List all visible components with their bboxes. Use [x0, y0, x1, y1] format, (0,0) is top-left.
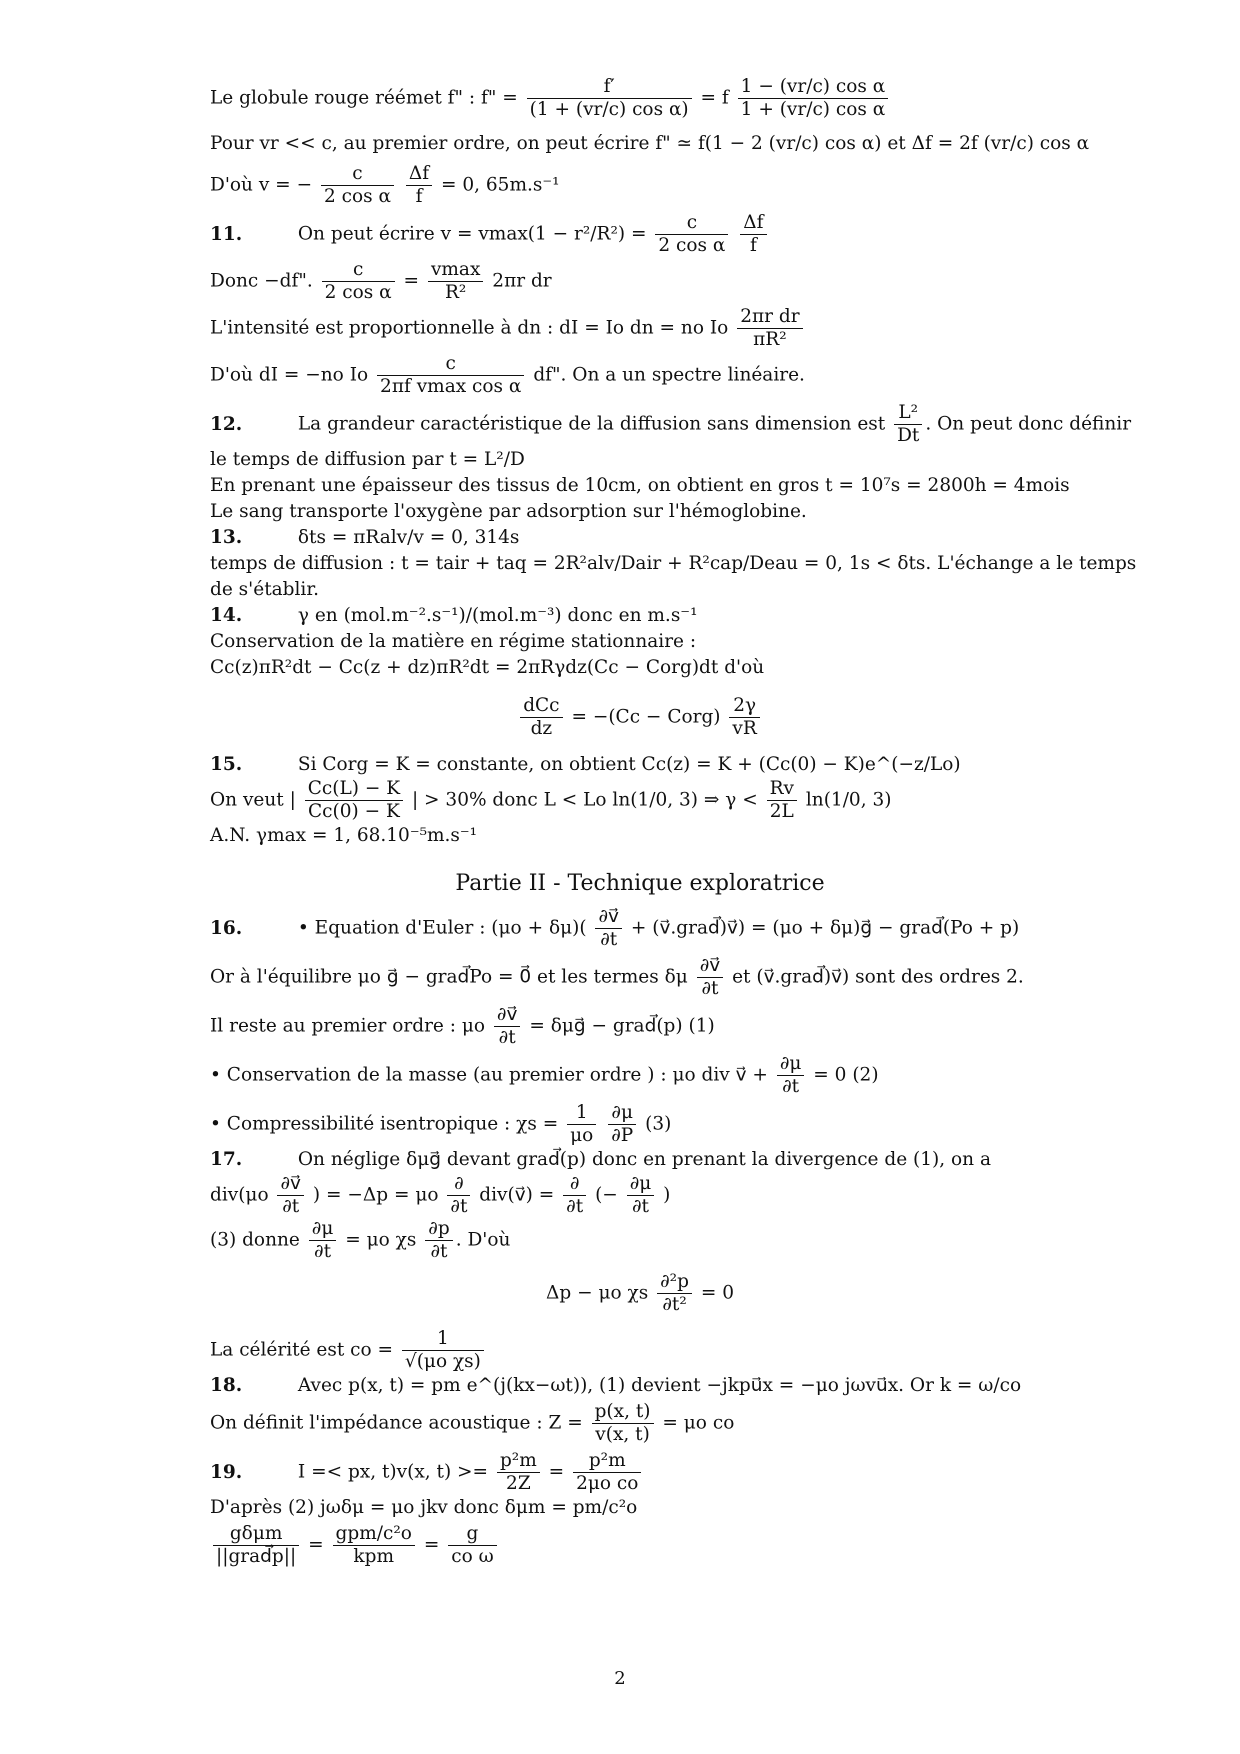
fraction: $\frac{\text{2πr dr}}{\text{πR²}}$ [737, 306, 802, 351]
fraction: $\frac{c}{\text{2 cos α}}$ [655, 212, 728, 257]
fraction: $\frac{f'}{\text{(1 + (vr/c) cos α)}}$ [527, 76, 692, 121]
text-line: de s'établir. [210, 579, 320, 600]
fraction: $\frac{\partial\mu}{\partial t}$ [309, 1218, 337, 1263]
fraction: $\frac{\partial\mu}{\partial t}$ [627, 1173, 655, 1218]
question-13: 13. δts = πRalv/v = 0, 314s [210, 527, 520, 548]
text-line: Cc(z)πR²dt − Cc(z + dz)πR²dt = 2πRγdz(Cc − Corg)dt d'où [210, 657, 765, 678]
fraction: $\frac{Rv}{2L}$ [767, 778, 797, 823]
fraction: $\frac{\Delta f}{f}$ [740, 212, 766, 257]
text-line: En prenant une épaisseur des tissus de 10cm, on obtient en gros t = 10⁷s = 2800h = 4mois [210, 475, 1070, 496]
question-16: 16. • Equation d'Euler : (μo + δμ)( $\frac{\partial v⃗}{\partial t}$ + (v⃗.grad⃗)v⃗) = (μo + δμ)g⃗ − grad⃗(Po + p) [210, 906, 1020, 950]
line-intensite: L'intensité est proportionnelle à dn : dI = Io dn = no Io $\frac{\text{2πr dr}}{\text{πR²}}$ [210, 306, 1070, 351]
fraction: $\frac{g}{\text{co ω}}$ [448, 1523, 496, 1568]
text-line: A.N. γmax = 1, 68.10⁻⁵m.s⁻¹ [210, 825, 478, 846]
question-11: 11. On peut écrire v = vmax(1 − r²/R²) = $\frac{c}{\text{2 cos α}}$ $\frac{\Delta f}{f}$ [210, 212, 1070, 257]
fraction: $\frac{\text{dCc}}{dz}$ [520, 695, 562, 740]
line-globule-reemet: Le globule rouge réémet f" : f" = $\frac{f'}{\text{(1 + (vr/c) cos α)}}$ = f $\frac{\text{1 − (vr/c) cos α}}{\text{1 + (vr/c) cos α}}$ [210, 70, 1070, 127]
document-body [210, 70, 1137, 1568]
fraction: $\frac{\text{p²m}}{2Z}$ [497, 1450, 540, 1495]
line-donc-df: Donc −df". $\frac{c}{\text{2 cos α}}$ = $\frac{vmax}{\text{R²}}$ 2πr dr [210, 259, 552, 303]
fraction: $\frac{\text{L²}}{Dt}$ [894, 402, 922, 447]
fraction: $\frac{vmax}{\text{R²}}$ [428, 259, 483, 304]
line-3-donne: (3) donne $\frac{\partial\mu}{\partial t}$ = μo χs $\frac{\partial p}{\partial t}$ . D'où [210, 1218, 511, 1262]
fraction: $\frac{\text{gpm/c²o}}{\text{kpm}}$ [333, 1523, 415, 1568]
line-vitesse: D'où v = − $\frac{c}{\text{2 cos α}}$ $\frac{\Delta f}{f}$ = 0, 65m.s⁻¹ [210, 163, 560, 207]
fraction: $\frac{\text{p²m}}{\text{2μo co}}$ [573, 1450, 641, 1495]
fraction: $\frac{c}{\text{2 cos α}}$ [321, 163, 394, 208]
fraction: $\frac{\partial\mu}{\partial t}$ [777, 1053, 805, 1098]
fraction: $\frac{\Delta f}{f}$ [406, 163, 432, 208]
fraction: $\frac{\partial v⃗}{\partial t}$ [277, 1173, 304, 1218]
question-15: 15. Si Corg = K = constante, on obtient Cc(z) = K + (Cc(0) − K)e^(−z/Lo) [210, 754, 961, 775]
fraction: $\frac{\text{1 − (vr/c) cos α}}{\text{1 + (vr/c) cos α}}$ [738, 76, 889, 121]
line-compressibilite: • Compressibilité isentropique : χs = $\frac{1}{\mu o}$ $\frac{\partial\mu}{\partial P}$ (3) [210, 1102, 672, 1146]
question-17: 17. On néglige δμg⃗ devant grad⃗(p) donc en prenant la divergence de (1), on a [210, 1149, 991, 1170]
fraction: $\frac{\partial}{\partial t}$ [447, 1173, 470, 1218]
line-celerite: La célérité est co = $\frac{1}{\text{√(μo χs)}}$ [210, 1328, 1070, 1373]
section-heading: Partie II - Technique exploratrice [455, 871, 825, 896]
line-equilibre: Or à l'équilibre μo g⃗ − grad⃗Po = 0⃗ et les termes δμ $\frac{\partial v⃗}{\partial t}$ et (v⃗.grad⃗)v⃗) sont des ordres 2. [210, 955, 1024, 999]
fraction: $\frac{p(x, t)}{v(x, t)}$ [592, 1401, 654, 1446]
fraction: $\frac{c}{\text{2πf vmax cos α}}$ [377, 353, 524, 398]
question-18: 18. Avec p(x, t) = pm e^(j(kx−ωt)), (1) devient −jkpu⃗x = −μo jωvu⃗x. Or k = ω/co [210, 1375, 1022, 1396]
fraction: $\frac{Cc(L) - K}{Cc(0) - K}$ [305, 778, 403, 823]
fraction: $\frac{\text{∂²p}}{\text{∂t²}}$ [657, 1271, 692, 1316]
fraction: $\frac{\partial v⃗}{\partial t}$ [595, 906, 622, 951]
fraction: $\frac{\partial\mu}{\partial P}$ [608, 1102, 636, 1147]
line-rapport: $\frac{\text{gδμm}}{\text{||grad⃗p||}}$ = $\frac{\text{gpm/c²o}}{\text{kpm}}$ = $\frac{g}{\text{co ω}}$ [210, 1523, 1070, 1568]
line-premier-ordre-1: Il reste au premier ordre : μo $\frac{\partial v⃗}{\partial t}$ = δμg⃗ − grad⃗(p) (1) [210, 1004, 715, 1048]
text-line: Conservation de la matière en régime stationnaire : [210, 631, 697, 652]
text: Le globule rouge réémet f" : f" = [210, 87, 518, 109]
equation-conservation: $\frac{\text{dCc}}{dz}$ = −(Cc − Corg) $\frac{2\gamma}{vR}$ [210, 695, 1070, 740]
line-on-veut: On veut | $\frac{Cc(L) - K}{Cc(0) - K}$ | > 30% donc L < Lo ln(1/0, 3) ⇒ γ < $\frac{Rv}{2L}$ ln(1/0, 3) [210, 778, 892, 822]
fraction: $\frac{\partial v⃗}{\partial t}$ [494, 1004, 521, 1049]
equation-onde: Δp − μo χs $\frac{\text{∂²p}}{\text{∂t²}}$ = 0 [546, 1271, 734, 1315]
line-divergence: div(μo $\frac{\partial v⃗}{\partial t}$ ) = −Δp = μo $\frac{\partial}{\partial t}$ div(v⃗) = $\frac{\partial}{\partial t}$ (− $\frac{\partial\mu}{\partial t}$ ) [210, 1173, 671, 1217]
fraction: $\frac{1}{\text{√(μo χs)}}$ [402, 1328, 484, 1373]
line-conservation-masse: • Conservation de la masse (au premier ordre ) : μo div v⃗ + $\frac{\partial\mu}{\partial t}$ = 0 (2) [210, 1053, 879, 1097]
fraction: $\frac{2\gamma}{vR}$ [729, 695, 759, 740]
line-premier-ordre: Pour vr << c, au premier ordre, on peut écrire f" ≃ f(1 − 2 (vr/c) cos α) et Δf = 2f (vr/c) cos α [210, 133, 1090, 154]
page-number: 2 [614, 1668, 626, 1689]
question-14: 14. γ en (mol.m⁻².s⁻¹)/(mol.m⁻³) donc en m.s⁻¹ [210, 605, 698, 626]
fraction: $\frac{\text{gδμm}}{\text{||grad⃗p||}}$ [213, 1523, 299, 1568]
text-line: Le sang transporte l'oxygène par adsorption sur l'hémoglobine. [210, 501, 807, 522]
fraction: $\frac{c}{\text{2 cos α}}$ [322, 259, 395, 304]
question-19: 19. I =< px, t)v(x, t) >= $\frac{\text{p²m}}{2Z}$ = $\frac{\text{p²m}}{\text{2μo co}}$ [210, 1450, 1070, 1495]
text-line: D'après (2) jωδμ = μo jkv donc δμm = pm/c²o [210, 1497, 638, 1518]
question-12: 12. La grandeur caractéristique de la diffusion sans dimension est $\frac{\text{L²}}{Dt}$ . On peut donc définir [210, 402, 1132, 446]
fraction: $\frac{1}{\mu o}$ [567, 1102, 596, 1147]
text-line: le temps de diffusion par t = L²/D [210, 449, 525, 470]
fraction: $\frac{\partial v⃗}{\partial t}$ [697, 955, 724, 1000]
fraction: $\frac{\partial}{\partial t}$ [563, 1173, 586, 1218]
line-dI: D'où dI = −no Io $\frac{c}{\text{2πf vmax cos α}}$ df". On a un spectre linéaire. [210, 353, 805, 397]
text-line: temps de diffusion : t = tair + taq = 2R²alv/Dair + R²cap/Deau = 0, 1s < δts. L'échange a le temps [210, 553, 1137, 574]
fraction: $\frac{\partial p}{\partial t}$ [425, 1218, 452, 1263]
line-impedance: On définit l'impédance acoustique : Z = $\frac{p(x, t)}{v(x, t)}$ = μo co [210, 1401, 735, 1445]
